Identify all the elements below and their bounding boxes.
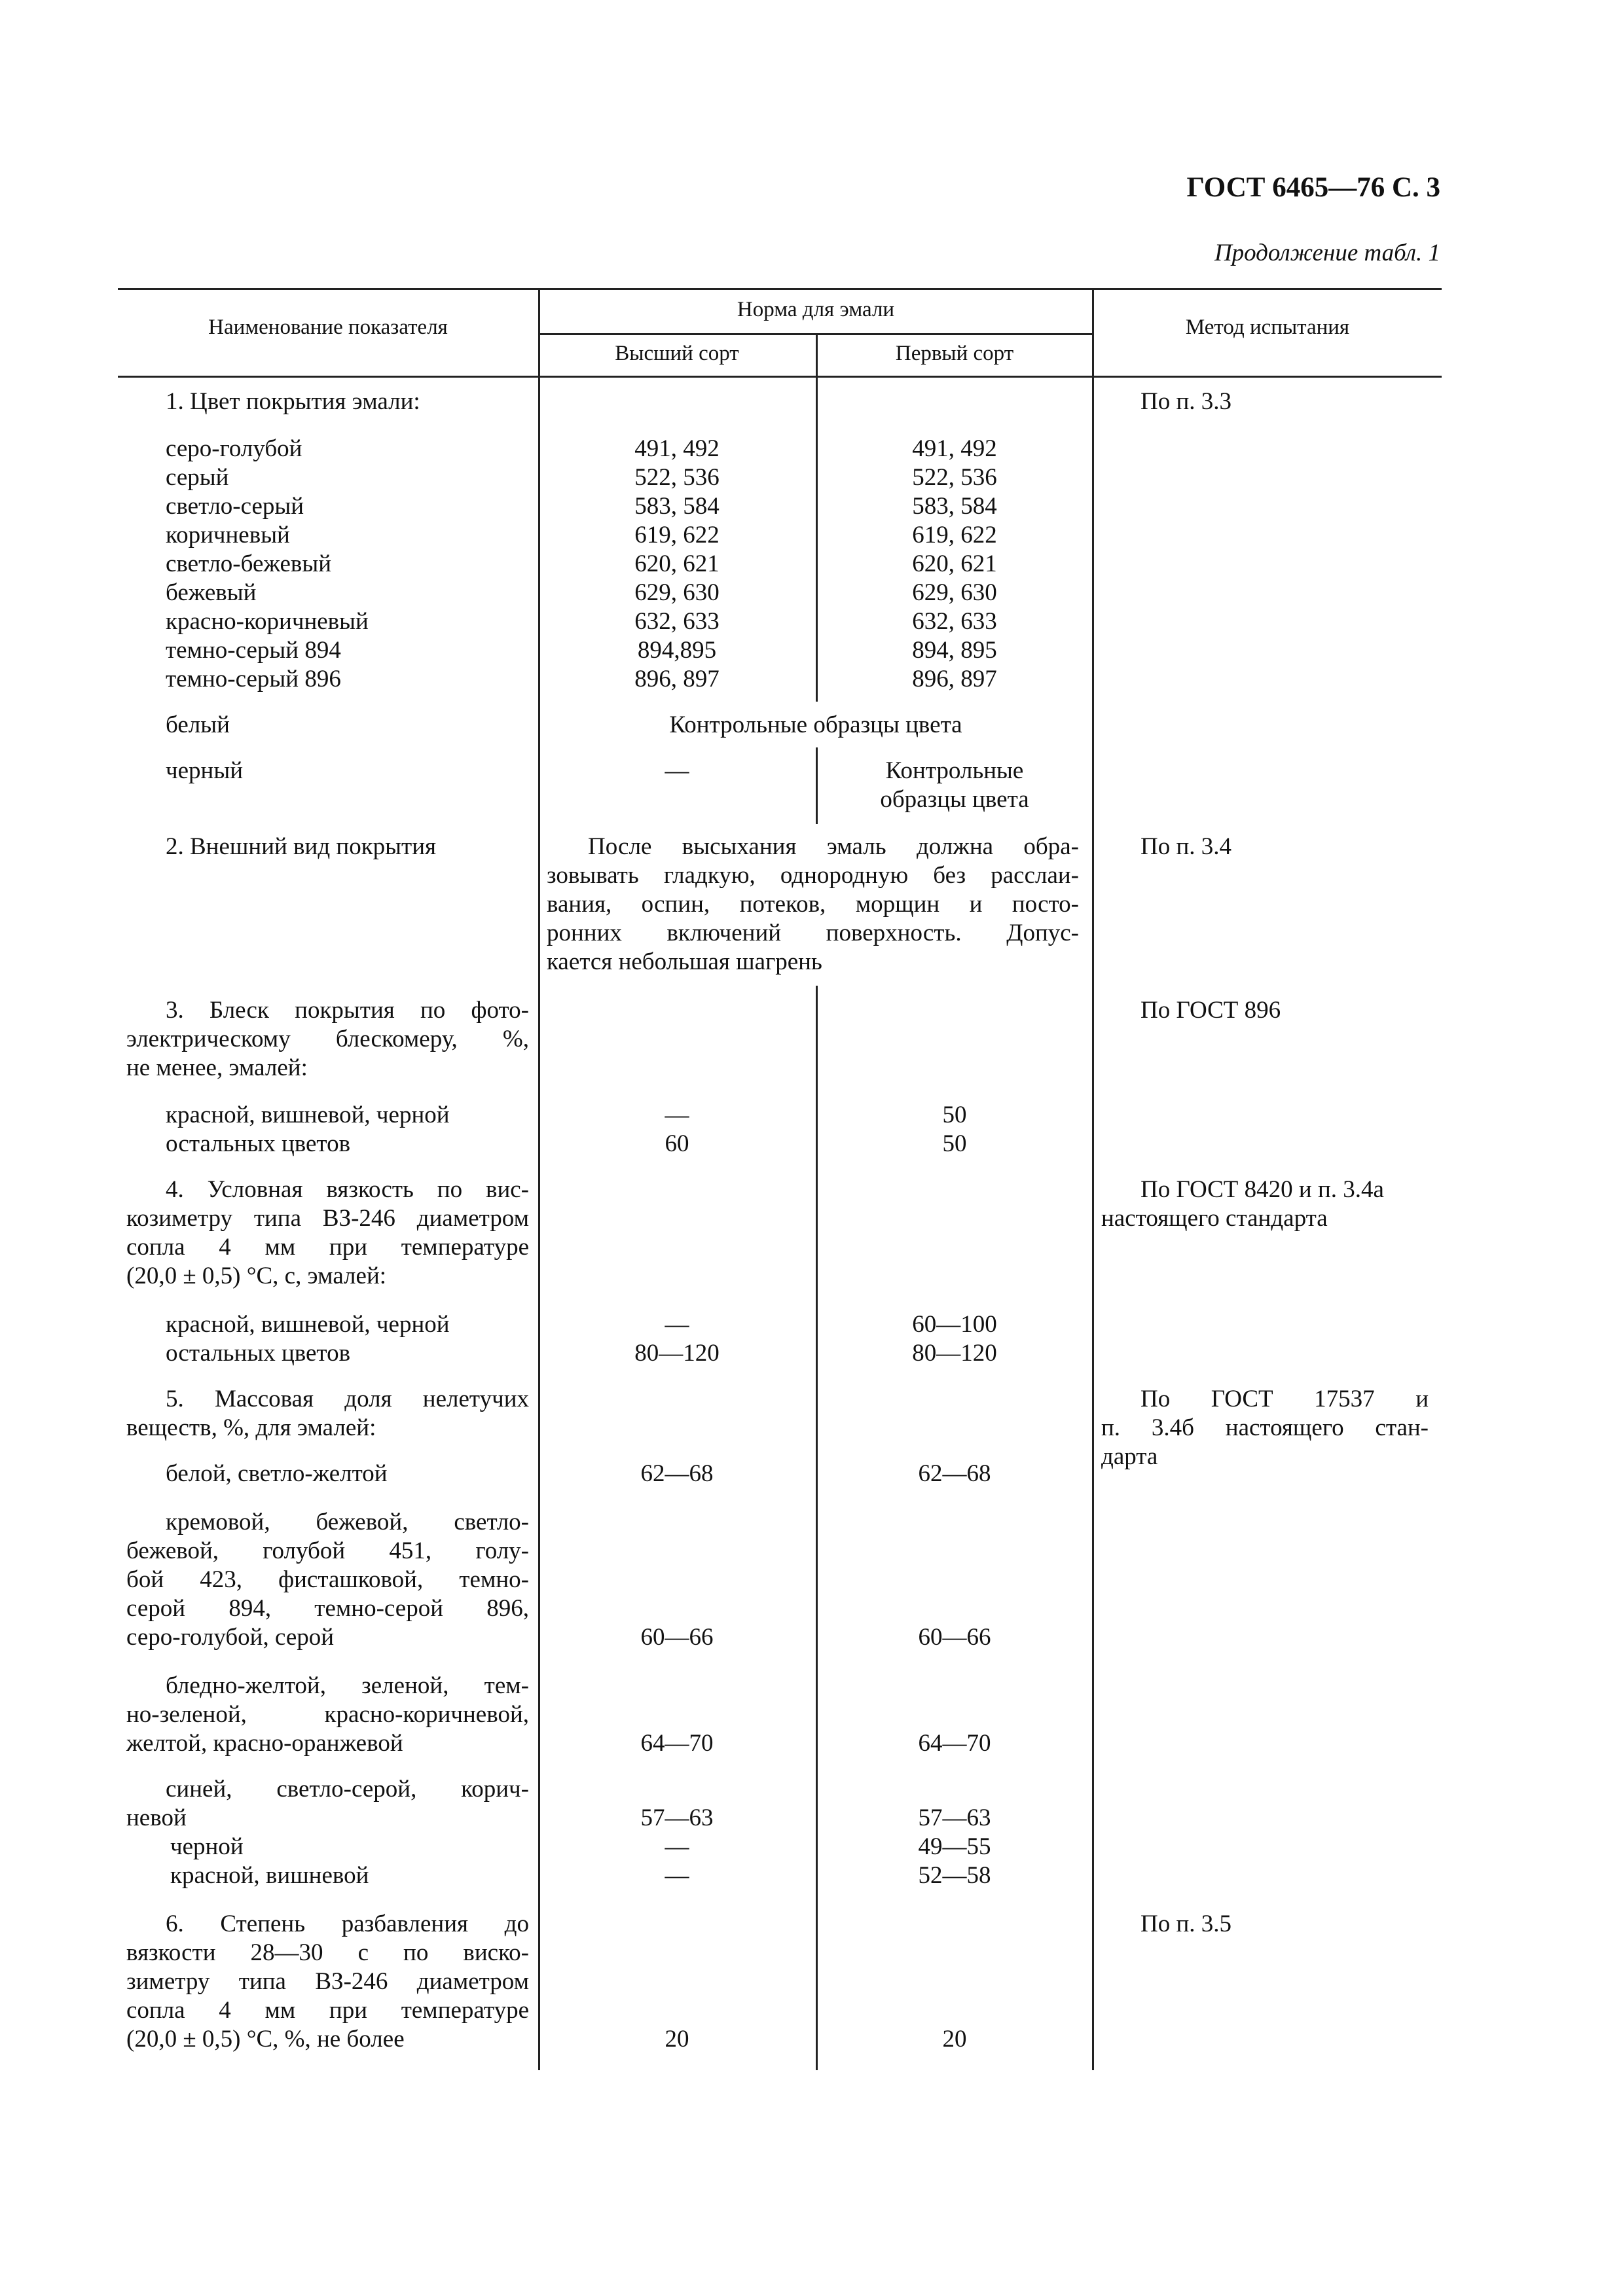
s6-title-line: сопла 4 мм при температуре	[126, 1997, 529, 2024]
s3-title-line: электрическому блескомеру, %,	[126, 1026, 529, 1052]
s3-title-line: 3. Блеск покрытия по фото-	[166, 997, 529, 1024]
s5-method-line: п. 3.4б настоящего стан-	[1101, 1414, 1429, 1441]
s5-group-first: 62—68	[918, 1460, 991, 1487]
s3-row-first: 50	[942, 1130, 967, 1157]
s1-method: По п. 3.3	[1140, 388, 1232, 415]
s5-group-name: красной, вишневой	[170, 1862, 369, 1889]
s1-row-name: бежевый	[166, 579, 257, 606]
s6-first: 20	[942, 2026, 967, 2053]
s1-white-value: Контрольные образцы цвета	[669, 711, 962, 738]
table-top-rule	[118, 288, 1442, 290]
s5-group-line: серо-голубой, серой	[126, 1624, 335, 1651]
header-top-grade: Высший сорт	[615, 342, 739, 365]
s3-row-top: 60	[665, 1130, 689, 1157]
s1-black-first: Контрольные	[885, 757, 1024, 784]
s5-method-line: дарта	[1101, 1443, 1158, 1470]
s3-row-first: 50	[942, 1102, 967, 1128]
s1-row-top: 522, 536	[634, 464, 720, 491]
s1-black-first: образцы цвета	[880, 786, 1029, 813]
s1-row-first: 491, 492	[912, 435, 997, 462]
s2-text-line: кается небольшая шагрень	[547, 948, 822, 975]
s1-row-top: 619, 622	[634, 522, 720, 548]
s1-row-name: светло-серый	[166, 493, 304, 520]
s5-group-top: —	[665, 1833, 689, 1860]
s6-title-line: (20,0 ± 0,5) °С, %, не более	[126, 2026, 405, 2053]
s5-group-first: 52—58	[918, 1862, 991, 1889]
s5-group-first: 60—66	[918, 1624, 991, 1651]
s5-group-line: синей, светло-серой, корич-	[166, 1776, 529, 1803]
s4-row-name: остальных цветов	[166, 1340, 351, 1367]
s6-method: По п. 3.5	[1140, 1910, 1232, 1937]
s2-text-line: ронних включений поверхность. Допус-	[547, 920, 1079, 946]
s1-row-top: 632, 633	[634, 608, 720, 635]
s1-row-name: темно-серый 896	[166, 666, 341, 692]
s6-title-line: вязкости 28—30 с по виско-	[126, 1939, 529, 1966]
s4-method: настоящего стандарта	[1101, 1205, 1328, 1232]
s1-row-top: 583, 584	[634, 493, 720, 520]
header-test-method: Метод испытания	[1185, 315, 1350, 339]
s6-title-line: 6. Степень разбавления до	[166, 1910, 529, 1937]
s4-title-line: (20,0 ± 0,5) °С, с, эмалей:	[126, 1263, 387, 1289]
s5-group-first: 49—55	[918, 1833, 991, 1860]
s1-row-first: 894, 895	[912, 637, 997, 664]
header-first-grade: Первый сорт	[895, 342, 1014, 365]
s1-row-top: 620, 621	[634, 550, 720, 577]
s3-row-top: —	[665, 1102, 689, 1128]
s1-row-first: 619, 622	[912, 522, 997, 548]
s4-title-line: 4. Условная вязкость по вис-	[166, 1176, 529, 1203]
s1-row-name: серый	[166, 464, 229, 491]
s4-row-top: —	[665, 1311, 689, 1338]
s2-method: По п. 3.4	[1140, 833, 1232, 860]
s1-row-name: серо-голубой	[166, 435, 302, 462]
s5-group-line: бежевой, голубой 451, голу-	[126, 1537, 529, 1564]
s5-group-top: —	[665, 1862, 689, 1889]
s4-row-name: красной, вишневой, черной	[166, 1311, 450, 1338]
s3-title-line: не менее, эмалей:	[126, 1054, 308, 1081]
s1-row-first: 896, 897	[912, 666, 997, 692]
s6-top: 20	[665, 2026, 689, 2053]
s4-row-top: 80—120	[634, 1340, 720, 1367]
s4-title-line: козиметру типа ВЗ-246 диаметром	[126, 1205, 529, 1232]
s1-row-first: 620, 621	[912, 550, 997, 577]
s1-row-name: красно-коричневый	[166, 608, 369, 635]
s4-method: По ГОСТ 8420 и п. 3.4а	[1140, 1176, 1384, 1203]
s2-text-line: После высыхания эмаль должна обра-	[588, 833, 1079, 860]
s5-group-name: черной	[170, 1833, 244, 1860]
s5-group-top: 57—63	[640, 1804, 714, 1831]
s1-title: 1. Цвет покрытия эмали:	[166, 388, 420, 415]
s3-method: По ГОСТ 896	[1140, 997, 1281, 1024]
s5-group-top: 60—66	[640, 1624, 714, 1651]
s1-row-top: 894,895	[637, 637, 717, 664]
s4-title-line: сопла 4 мм при температуре	[126, 1234, 529, 1261]
s5-group-line: бледно-желтой, зеленой, тем-	[166, 1672, 529, 1699]
s4-row-first: 60—100	[912, 1311, 997, 1338]
s1-row-top: 629, 630	[634, 579, 720, 606]
s5-group-name: белой, светло-желтой	[166, 1460, 388, 1487]
s5-group-line: бой 423, фисташковой, темно-	[126, 1566, 529, 1593]
page-header: ГОСТ 6465—76 С. 3	[1186, 172, 1440, 203]
s1-row-top: 896, 897	[634, 666, 720, 692]
table-header-bottom-rule	[118, 376, 1442, 378]
s3-row-name: красной, вишневой, черной	[166, 1102, 450, 1128]
header-norm: Норма для эмали	[737, 298, 895, 321]
header-indicator-name: Наименование показателя	[208, 315, 448, 339]
s1-row-first: 629, 630	[912, 579, 997, 606]
s6-title-line: зиметру типа ВЗ-246 диаметром	[126, 1968, 529, 1995]
s1-row-first: 583, 584	[912, 493, 997, 520]
s4-row-first: 80—120	[912, 1340, 997, 1367]
s1-row-name: светло-бежевый	[166, 550, 332, 577]
s1-black-top: —	[665, 757, 689, 784]
s5-group-first: 64—70	[918, 1730, 991, 1757]
s1-row-name: коричневый	[166, 522, 290, 548]
s5-group-line: невой	[126, 1804, 187, 1831]
s5-group-top: 62—68	[640, 1460, 714, 1487]
table-continuation-label: Продолжение табл. 1	[1214, 240, 1440, 266]
s1-row-first: 522, 536	[912, 464, 997, 491]
s5-group-top: 64—70	[640, 1730, 714, 1757]
s5-group-line: желтой, красно-оранжевой	[126, 1730, 403, 1757]
s1-black-name: черный	[166, 757, 243, 784]
s1-white-name: белый	[166, 711, 230, 738]
s2-text-line: вания, оспин, потеков, морщин и посто-	[547, 891, 1079, 918]
s5-group-line: серой 894, темно-серой 896,	[126, 1595, 529, 1622]
s5-group-line: кремовой, бежевой, светло-	[166, 1509, 529, 1535]
s3-row-name: остальных цветов	[166, 1130, 351, 1157]
s5-title-line: веществ, %, для эмалей:	[126, 1414, 376, 1441]
s5-group-first: 57—63	[918, 1804, 991, 1831]
s2-text-line: зовывать гладкую, однородную без расслаи-	[547, 862, 1079, 889]
s1-row-first: 632, 633	[912, 608, 997, 635]
s5-title-line: 5. Массовая доля нелетучих	[166, 1386, 529, 1412]
s2-title: 2. Внешний вид покрытия	[166, 833, 437, 860]
s5-method-line: По ГОСТ 17537 и	[1140, 1386, 1429, 1412]
s1-row-top: 491, 492	[634, 435, 720, 462]
s1-row-name: темно-серый 894	[166, 637, 341, 664]
s5-group-line: но-зеленой, красно-коричневой,	[126, 1701, 529, 1728]
